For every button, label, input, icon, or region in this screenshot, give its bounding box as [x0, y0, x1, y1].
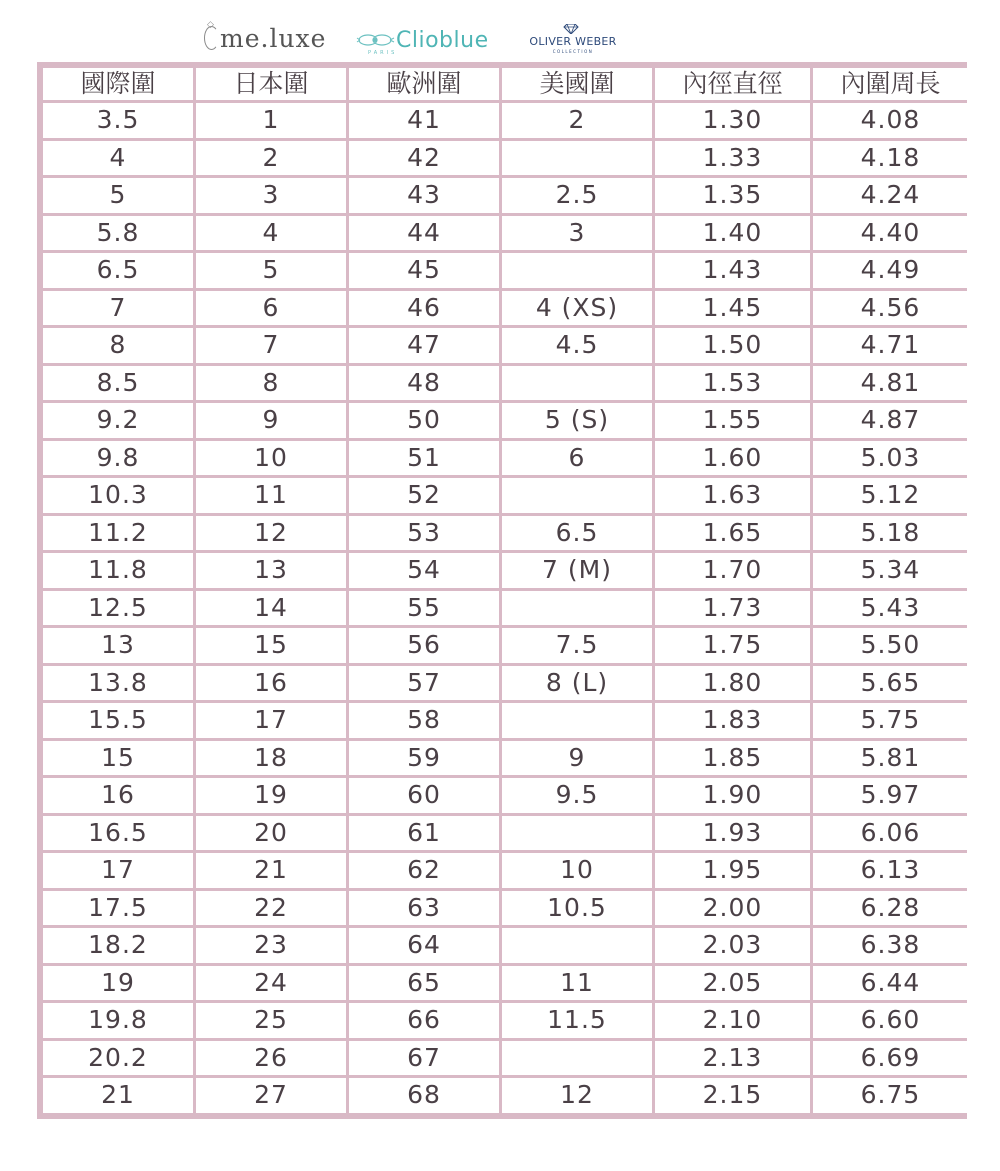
cell-europe-size: 52 — [349, 478, 499, 513]
cell-europe-size: 57 — [349, 666, 499, 701]
cell-japan-size: 13 — [196, 553, 346, 588]
cell-inner-diameter: 1.50 — [655, 328, 810, 363]
cell-international-size: 12.5 — [43, 591, 193, 626]
cell-europe-size: 50 — [349, 403, 499, 438]
cell-international-size: 21 — [43, 1078, 193, 1113]
cell-japan-size: 15 — [196, 628, 346, 663]
cell-international-size: 17 — [43, 853, 193, 888]
diamond-icon: ◇ — [207, 20, 214, 30]
table-row — [43, 778, 968, 813]
table-row — [43, 1003, 968, 1038]
cell-europe-size: 64 — [349, 928, 499, 963]
cell-inner-diameter: 1.30 — [655, 103, 810, 138]
cell-japan-size: 6 — [196, 291, 346, 326]
cell-japan-size: 18 — [196, 741, 346, 776]
table-row — [43, 516, 968, 551]
cell-us-size — [502, 478, 652, 513]
clioblue-logo-text: Clioblue — [396, 28, 489, 53]
cell-inner-diameter: 1.90 — [655, 778, 810, 813]
table-row — [43, 178, 968, 213]
cell-europe-size: 46 — [349, 291, 499, 326]
oliver-weber-logo-text: OLIVER WEBER — [529, 35, 617, 48]
cell-europe-size: 66 — [349, 1003, 499, 1038]
cell-inner-diameter: 2.15 — [655, 1078, 810, 1113]
table-row — [43, 1041, 968, 1076]
cell-inner-diameter: 2.00 — [655, 891, 810, 926]
cell-us-size — [502, 591, 652, 626]
cell-japan-size: 16 — [196, 666, 346, 701]
cell-us-size: 6 — [502, 441, 652, 476]
cell-international-size: 11.2 — [43, 516, 193, 551]
cell-us-size: 10.5 — [502, 891, 652, 926]
cell-inner-diameter: 1.93 — [655, 816, 810, 851]
cell-inner-circumference: 5.18 — [813, 516, 968, 551]
cell-us-size — [502, 253, 652, 288]
cell-inner-circumference: 4.24 — [813, 178, 968, 213]
cell-japan-size: 3 — [196, 178, 346, 213]
cell-japan-size: 21 — [196, 853, 346, 888]
cell-europe-size: 42 — [349, 141, 499, 176]
table-row — [43, 216, 968, 251]
oliver-weber-logo-sub: COLLECTION — [552, 49, 594, 54]
cell-us-size: 4.5 — [502, 328, 652, 363]
brand-logos — [200, 20, 660, 60]
cell-international-size: 17.5 — [43, 891, 193, 926]
cell-us-size: 9 — [502, 741, 652, 776]
cell-inner-circumference: 4.87 — [813, 403, 968, 438]
cell-europe-size: 60 — [349, 778, 499, 813]
cell-international-size: 8.5 — [43, 366, 193, 401]
cell-inner-circumference: 4.40 — [813, 216, 968, 251]
cell-japan-size: 1 — [196, 103, 346, 138]
cell-international-size: 7 — [43, 291, 193, 326]
clioblue-logo-sub: PARIS — [368, 50, 398, 56]
cell-international-size: 9.2 — [43, 403, 193, 438]
cell-europe-size: 62 — [349, 853, 499, 888]
cell-inner-circumference: 4.49 — [813, 253, 968, 288]
cell-europe-size: 51 — [349, 441, 499, 476]
table-row — [43, 403, 968, 438]
cell-inner-diameter: 1.80 — [655, 666, 810, 701]
table-row — [43, 853, 968, 888]
table-row — [43, 703, 968, 738]
table-header-row — [43, 68, 968, 100]
cell-us-size — [502, 366, 652, 401]
cell-inner-circumference: 5.65 — [813, 666, 968, 701]
table-row — [43, 928, 968, 963]
cell-japan-size: 23 — [196, 928, 346, 963]
header-inner-circumference: 內圍周長 — [813, 68, 968, 100]
table-row — [43, 441, 968, 476]
cell-japan-size: 7 — [196, 328, 346, 363]
table-row — [43, 741, 968, 776]
header-japan-size: 日本圍 — [196, 68, 346, 100]
cell-inner-diameter: 1.95 — [655, 853, 810, 888]
cell-inner-circumference: 5.12 — [813, 478, 968, 513]
cell-us-size: 2.5 — [502, 178, 652, 213]
cell-europe-size: 55 — [349, 591, 499, 626]
cell-inner-circumference: 5.43 — [813, 591, 968, 626]
cell-inner-circumference: 4.81 — [813, 366, 968, 401]
cell-international-size: 11.8 — [43, 553, 193, 588]
cell-inner-diameter: 1.33 — [655, 141, 810, 176]
cell-us-size: 11 — [502, 966, 652, 1001]
cell-inner-circumference: 5.97 — [813, 778, 968, 813]
cell-us-size — [502, 928, 652, 963]
cell-inner-diameter: 1.40 — [655, 216, 810, 251]
cell-japan-size: 24 — [196, 966, 346, 1001]
table-row — [43, 291, 968, 326]
cell-international-size: 13 — [43, 628, 193, 663]
meluxe-logo — [200, 22, 340, 58]
cell-japan-size: 8 — [196, 366, 346, 401]
header-international-size: 國際圍 — [43, 68, 193, 100]
cell-inner-diameter: 1.75 — [655, 628, 810, 663]
cell-inner-circumference: 4.56 — [813, 291, 968, 326]
cell-international-size: 16 — [43, 778, 193, 813]
cell-inner-diameter: 1.45 — [655, 291, 810, 326]
table-row — [43, 103, 968, 138]
cell-europe-size: 63 — [349, 891, 499, 926]
cell-us-size: 11.5 — [502, 1003, 652, 1038]
cell-inner-circumference: 5.34 — [813, 553, 968, 588]
cell-international-size: 5 — [43, 178, 193, 213]
cell-inner-circumference: 5.03 — [813, 441, 968, 476]
cell-inner-circumference: 6.75 — [813, 1078, 968, 1113]
cell-japan-size: 22 — [196, 891, 346, 926]
cell-inner-diameter: 1.53 — [655, 366, 810, 401]
cell-inner-circumference: 5.81 — [813, 741, 968, 776]
ring-size-table — [40, 65, 971, 1116]
cell-inner-circumference: 4.71 — [813, 328, 968, 363]
cell-international-size: 3.5 — [43, 103, 193, 138]
cell-inner-circumference: 5.50 — [813, 628, 968, 663]
cell-inner-circumference: 4.08 — [813, 103, 968, 138]
cell-international-size: 19.8 — [43, 1003, 193, 1038]
cell-inner-circumference: 5.75 — [813, 703, 968, 738]
table-row — [43, 591, 968, 626]
crystal-icon — [562, 24, 580, 34]
header-europe-size: 歐洲圍 — [349, 68, 499, 100]
cell-japan-size: 25 — [196, 1003, 346, 1038]
table-row — [43, 553, 968, 588]
cell-inner-diameter: 1.55 — [655, 403, 810, 438]
cell-japan-size: 27 — [196, 1078, 346, 1113]
cell-us-size: 6.5 — [502, 516, 652, 551]
cell-international-size: 15.5 — [43, 703, 193, 738]
cell-inner-circumference: 6.38 — [813, 928, 968, 963]
cell-europe-size: 45 — [349, 253, 499, 288]
cell-inner-circumference: 4.18 — [813, 141, 968, 176]
ornament-icon — [356, 32, 396, 48]
cell-international-size: 13.8 — [43, 666, 193, 701]
header-us-size: 美國圍 — [502, 68, 652, 100]
cell-japan-size: 20 — [196, 816, 346, 851]
ring-size-table-frame — [37, 62, 967, 1119]
cell-international-size: 5.8 — [43, 216, 193, 251]
cell-us-size: 12 — [502, 1078, 652, 1113]
cell-international-size: 8 — [43, 328, 193, 363]
header-inner-diameter: 內徑直徑 — [655, 68, 810, 100]
cell-inner-diameter: 2.03 — [655, 928, 810, 963]
cell-us-size: 7.5 — [502, 628, 652, 663]
cell-us-size: 4 (XS) — [502, 291, 652, 326]
cell-inner-diameter: 1.85 — [655, 741, 810, 776]
cell-japan-size: 26 — [196, 1041, 346, 1076]
cell-inner-diameter: 1.63 — [655, 478, 810, 513]
clioblue-logo — [356, 28, 489, 60]
cell-europe-size: 43 — [349, 178, 499, 213]
table-row — [43, 628, 968, 663]
cell-inner-diameter: 1.70 — [655, 553, 810, 588]
cell-inner-diameter: 1.73 — [655, 591, 810, 626]
cell-us-size: 7 (M) — [502, 553, 652, 588]
cell-europe-size: 67 — [349, 1041, 499, 1076]
cell-us-size: 5 (S) — [502, 403, 652, 438]
cell-japan-size: 11 — [196, 478, 346, 513]
meluxe-logo-text: me.luxe — [220, 24, 327, 53]
table-row — [43, 966, 968, 1001]
table-row — [43, 816, 968, 851]
cell-us-size — [502, 703, 652, 738]
cell-us-size — [502, 1041, 652, 1076]
cell-inner-circumference: 6.44 — [813, 966, 968, 1001]
cell-us-size: 3 — [502, 216, 652, 251]
cell-inner-circumference: 6.13 — [813, 853, 968, 888]
table-row — [43, 253, 968, 288]
cell-europe-size: 59 — [349, 741, 499, 776]
cell-inner-circumference: 6.28 — [813, 891, 968, 926]
cell-international-size: 20.2 — [43, 1041, 193, 1076]
cell-japan-size: 9 — [196, 403, 346, 438]
cell-international-size: 6.5 — [43, 253, 193, 288]
cell-europe-size: 53 — [349, 516, 499, 551]
cell-europe-size: 56 — [349, 628, 499, 663]
cell-inner-diameter: 1.60 — [655, 441, 810, 476]
cell-europe-size: 44 — [349, 216, 499, 251]
table-row — [43, 141, 968, 176]
table-body — [43, 103, 968, 1113]
cell-inner-diameter: 2.10 — [655, 1003, 810, 1038]
cell-japan-size: 5 — [196, 253, 346, 288]
cell-us-size — [502, 816, 652, 851]
cell-europe-size: 68 — [349, 1078, 499, 1113]
cell-us-size: 9.5 — [502, 778, 652, 813]
cell-inner-diameter: 1.65 — [655, 516, 810, 551]
cell-us-size: 2 — [502, 103, 652, 138]
cell-inner-diameter: 1.43 — [655, 253, 810, 288]
cell-europe-size: 65 — [349, 966, 499, 1001]
cell-international-size: 9.8 — [43, 441, 193, 476]
cell-international-size: 18.2 — [43, 928, 193, 963]
oliver-weber-logo — [508, 24, 648, 56]
cell-europe-size: 47 — [349, 328, 499, 363]
table-row — [43, 1078, 968, 1113]
cell-inner-circumference: 6.60 — [813, 1003, 968, 1038]
table-row — [43, 666, 968, 701]
cell-japan-size: 17 — [196, 703, 346, 738]
cell-us-size: 10 — [502, 853, 652, 888]
cell-japan-size: 14 — [196, 591, 346, 626]
cell-inner-diameter: 1.83 — [655, 703, 810, 738]
cell-japan-size: 2 — [196, 141, 346, 176]
cell-europe-size: 61 — [349, 816, 499, 851]
cell-international-size: 4 — [43, 141, 193, 176]
cell-us-size: 8 (L) — [502, 666, 652, 701]
cell-japan-size: 19 — [196, 778, 346, 813]
cell-inner-circumference: 6.69 — [813, 1041, 968, 1076]
cell-international-size: 10.3 — [43, 478, 193, 513]
cell-inner-diameter: 2.05 — [655, 966, 810, 1001]
cell-japan-size: 10 — [196, 441, 346, 476]
table-row — [43, 328, 968, 363]
cell-europe-size: 41 — [349, 103, 499, 138]
table-row — [43, 891, 968, 926]
cell-us-size — [502, 141, 652, 176]
cell-inner-diameter: 2.13 — [655, 1041, 810, 1076]
cell-international-size: 16.5 — [43, 816, 193, 851]
table-row — [43, 478, 968, 513]
cell-japan-size: 12 — [196, 516, 346, 551]
cell-inner-circumference: 6.06 — [813, 816, 968, 851]
cell-europe-size: 48 — [349, 366, 499, 401]
cell-japan-size: 4 — [196, 216, 346, 251]
cell-inner-diameter: 1.35 — [655, 178, 810, 213]
cell-europe-size: 54 — [349, 553, 499, 588]
cell-international-size: 19 — [43, 966, 193, 1001]
cell-europe-size: 58 — [349, 703, 499, 738]
cell-international-size: 15 — [43, 741, 193, 776]
table-row — [43, 366, 968, 401]
